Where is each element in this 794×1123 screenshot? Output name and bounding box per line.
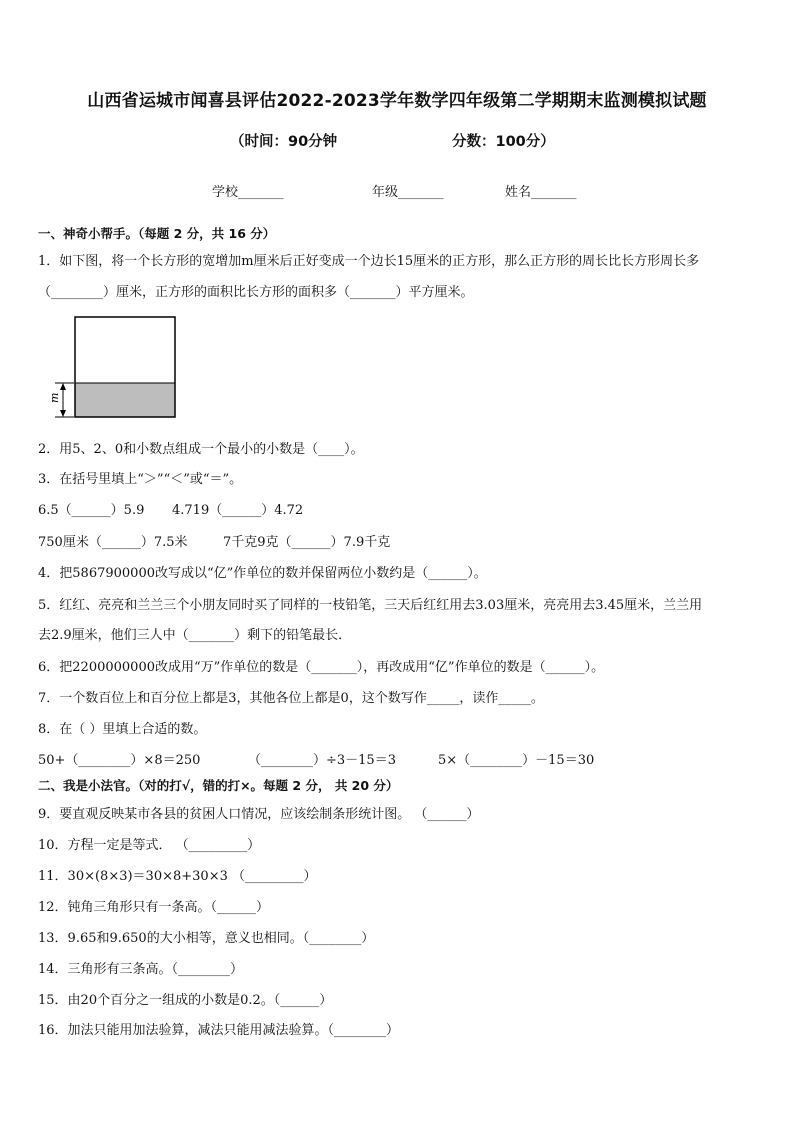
arrow-down-icon: [60, 410, 66, 417]
section-1-heading: 一、神奇小帮手。（每题 2 分，共 16 分）: [38, 226, 276, 241]
question-8-c: 5×（________）－15＝30: [438, 753, 595, 768]
question-13: 13．9.65和9.650的大小相等，意义也相同。（________）: [38, 931, 375, 946]
exam-time: （时间：90分钟: [230, 134, 338, 150]
question-2: 2．用5、2、0和小数点组成一个最小的小数是（____）。: [38, 442, 364, 457]
question-7: 7．一个数百位上和百分位上都是3，其他各位上都是0，这个数写作_____，读作_____。: [38, 691, 544, 706]
arrow-up-icon: [60, 383, 66, 390]
question-8-b: （________）÷3－15＝3: [248, 753, 396, 768]
question-1-line-2: （________）厘米，正方形的面积比长方形的面积多（_______）平方厘米。: [38, 285, 474, 300]
question-16: 16．加法只能用加法验算，减法只能用减法验算。（________）: [38, 1023, 400, 1038]
question-8-a: 50+（________）×8＝250: [38, 753, 201, 768]
section-2-heading: 二、我是小法官。（对的打√，错的打×。每题 2 分， 共 20 分）: [38, 778, 399, 793]
question-3-a: 6.5（______）5.9: [38, 503, 145, 518]
question-3-c: 750厘米（______）7.5米: [38, 535, 188, 550]
school-field: 学校_______: [212, 185, 284, 200]
rectangle-figure: [48, 315, 182, 420]
question-5-line-2: 去2.9厘米，他们三人中（_______）剩下的铅笔最长．: [38, 628, 352, 643]
page-title: 山西省运城市闻喜县评估2022-2023学年数学四年级第二学期期末监测模拟试题: [87, 91, 707, 111]
exam-score: 分数：100分）: [452, 134, 555, 150]
question-5-line-1: 5．红红、亮亮和兰兰三个小朋友同时买了同样的一枝铅笔，三天后红红用去3.03厘米，亮亮用去3.45厘米，兰兰用: [38, 598, 703, 613]
question-9: 9．要直观反映某市各县的贫困人口情况，应该绘制条形统计图。 （______）: [38, 807, 480, 822]
name-field: 姓名_______: [505, 185, 577, 200]
question-3-b: 4.719（______）4.72: [172, 503, 304, 518]
question-8: 8．在（ ）里填上合适的数。: [38, 722, 207, 737]
question-15: 15．由20个百分之一组成的小数是0.2。（______）: [38, 993, 333, 1008]
question-1-line-1: 1．如下图，将一个长方形的宽增加m厘米后正好变成一个边长15厘米的正方形，那么正方形的周长比长方形周长多: [38, 254, 700, 269]
question-3-d: 7千克9克（______）7.9千克: [223, 535, 391, 550]
question-14: 14．三角形有三条高。（________）: [38, 962, 244, 977]
question-6: 6．把2200000000改成用“万”作单位的数是（_______），再改成用“亿”作单位的数是（______）。: [38, 660, 605, 675]
figure-label-m: m: [48, 392, 61, 403]
question-11: 11．30×(8×3)＝30×8+30×3 （_________）: [38, 869, 317, 884]
question-4: 4．把5867900000改写成以“亿”作单位的数并保留两位小数约是（______）。: [38, 566, 487, 581]
question-12: 12．钝角三角形只有一条高。（______）: [38, 900, 270, 915]
shaded-strip: [75, 383, 175, 417]
question-10: 10．方程一定是等式． （_________）: [38, 838, 261, 853]
grade-field: 年级_______: [372, 185, 444, 200]
question-3: 3．在括号里填上“＞”“＜”或“＝”。: [38, 472, 243, 487]
